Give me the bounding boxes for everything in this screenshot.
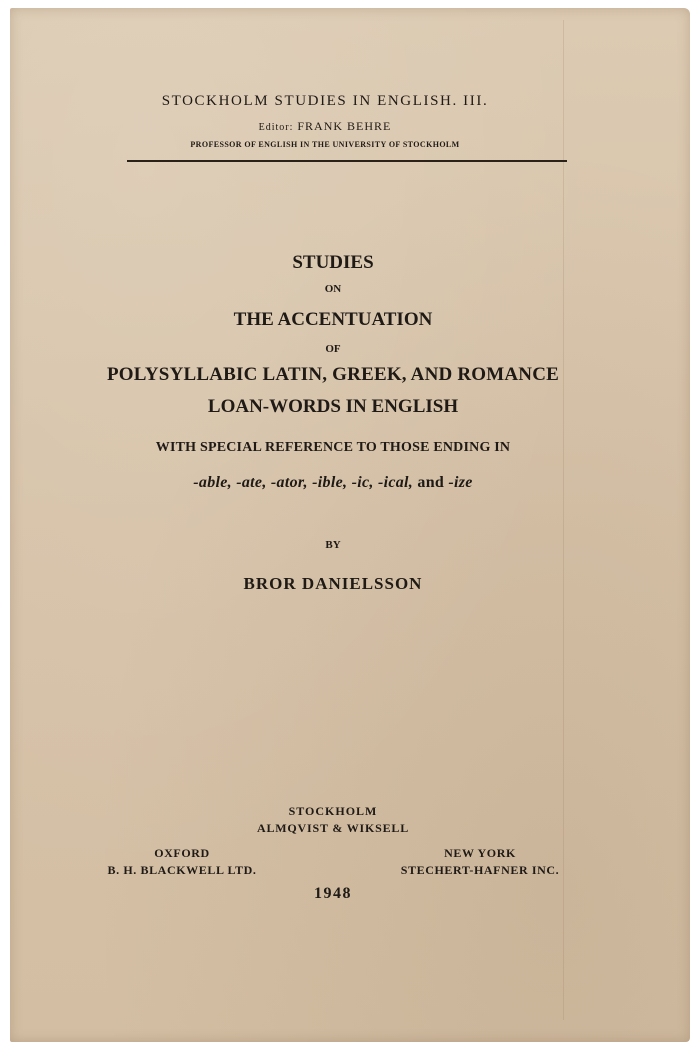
title-line-of: OF [325, 343, 341, 355]
title-line-accentuation: THE ACCENTUATION [233, 309, 433, 330]
editor-prefix: Editor: [258, 122, 294, 133]
series-title: STOCKHOLM STUDIES IN ENGLISH. III. [161, 93, 489, 109]
endings-and: and [417, 474, 445, 491]
newyork-publisher [375, 845, 585, 879]
publisher-name: ALMQVIST & WIKSELL [257, 821, 409, 835]
oxford-name: B. H. BLACKWELL LTD. [107, 863, 257, 877]
title-line-studies: STUDIES [292, 252, 374, 273]
title-line-loanwords: LOAN-WORDS IN ENGLISH [207, 396, 459, 417]
endings-last: -ize [448, 474, 473, 491]
subtitle: WITH SPECIAL REFERENCE TO THOSE ENDING IN [155, 440, 511, 455]
publication-year: 1948 [314, 885, 352, 902]
editor-line [25, 119, 625, 134]
editor-title: PROFESSOR OF ENGLISH IN THE UNIVERSITY OF STOCKHOLM [190, 140, 460, 149]
title-line-on: ON [324, 283, 342, 295]
by-label: BY [325, 539, 341, 551]
newyork-city: NEW YORK [444, 846, 516, 860]
header-rule [127, 160, 567, 162]
title-line-polysyllabic: POLYSYLLABIC LATIN, GREEK, AND ROMANCE [106, 364, 560, 385]
oxford-publisher [82, 845, 282, 879]
author-name: BROR DANIELSSON [243, 574, 423, 593]
newyork-name: STECHERT-HAFNER INC. [400, 863, 560, 877]
oxford-city: OXFORD [154, 846, 210, 860]
publisher-city: STOCKHOLM [288, 804, 378, 818]
editor-name: FRANK BEHRE [297, 119, 392, 133]
endings-list: -able, -ate, -ator, -ible, -ic, -ical, [193, 474, 414, 491]
endings-line [0, 474, 683, 492]
